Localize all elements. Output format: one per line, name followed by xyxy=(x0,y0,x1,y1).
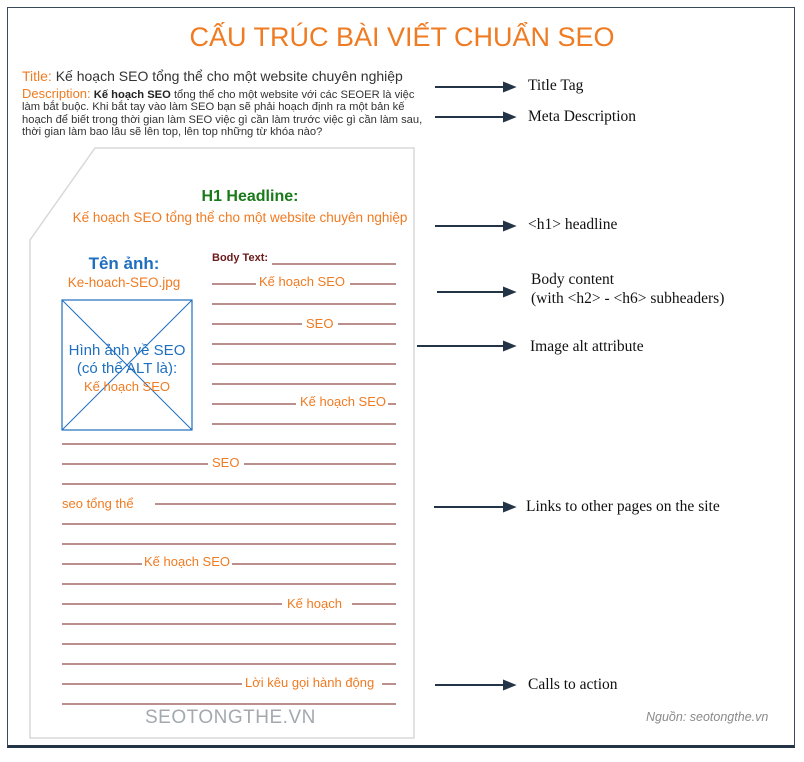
arrows xyxy=(417,83,514,689)
keyword-link: seo tổng thể xyxy=(62,496,134,511)
call-to-action-text: Lời kêu gọi hành động xyxy=(245,675,375,690)
h1-label: H1 Headline: xyxy=(201,188,299,205)
description-text: tổng thể cho một website với các SEOER là việc làm bắt buộc. Khi bắt tay vào làm SEO bạn sẽ phải hoạch định ra một bản kế hoạch để biết trong thời gian làm SEO việc gì cần làm trước việc gì cần làm sau, thời gian làm bao lâu sẽ lên top, lên top những từ khóa nào? xyxy=(22,89,423,139)
image-box-alt: Kế hoạch SEO xyxy=(84,379,170,394)
annotation-calls-to-action: Calls to action xyxy=(528,676,618,693)
annotation-internal-links: Links to other pages on the site xyxy=(526,498,720,515)
keyword-link: Kế hoạch SEO xyxy=(259,274,345,289)
keyword-link: SEO xyxy=(306,316,334,331)
page-outline xyxy=(30,148,414,738)
source-credit: Nguồn: seotongthe.vn xyxy=(646,710,769,724)
keyword-link: SEO xyxy=(212,455,240,470)
annotation-title-tag: Title Tag xyxy=(528,77,584,94)
annotation-meta-description: Meta Description xyxy=(528,108,637,125)
image-name-label: Tên ảnh: xyxy=(88,254,160,273)
keyword-link: Kế hoạch SEO xyxy=(144,554,230,569)
annotation-subheaders: (with <h2> - <h6> subheaders) xyxy=(531,290,725,307)
body-text-label: Body Text: xyxy=(212,252,269,264)
annotation-image-alt: Image alt attribute xyxy=(530,338,644,355)
main-title: CẤU TRÚC BÀI VIẾT CHUẨN SEO xyxy=(189,22,615,52)
h1-text: Kế hoạch SEO tổng thể cho một website chuyên nghiệp xyxy=(72,210,408,225)
keyword-link: Kế hoạch xyxy=(287,596,342,611)
image-box-line2: (có thể ALT là): xyxy=(76,360,178,377)
image-alt-text xyxy=(62,342,192,396)
keyword-link: Kế hoạch SEO xyxy=(300,394,386,409)
annotation-body-content: Body content xyxy=(531,271,615,288)
description-bold: Kế hoạch SEO xyxy=(93,89,171,101)
site-logo: SEOTONGTHE.VN xyxy=(145,707,316,728)
title-label: Title: xyxy=(22,68,52,84)
image-box-line1: Hình ảnh về SEO xyxy=(68,342,186,359)
image-file-name: Ke-hoach-SEO.jpg xyxy=(67,275,181,290)
description-label: Description: xyxy=(22,86,91,101)
annotation-h1-headline: <h1> headline xyxy=(528,216,618,233)
title-text: Kế hoạch SEO tổng thể cho một website chuyên nghiệp xyxy=(55,68,403,84)
